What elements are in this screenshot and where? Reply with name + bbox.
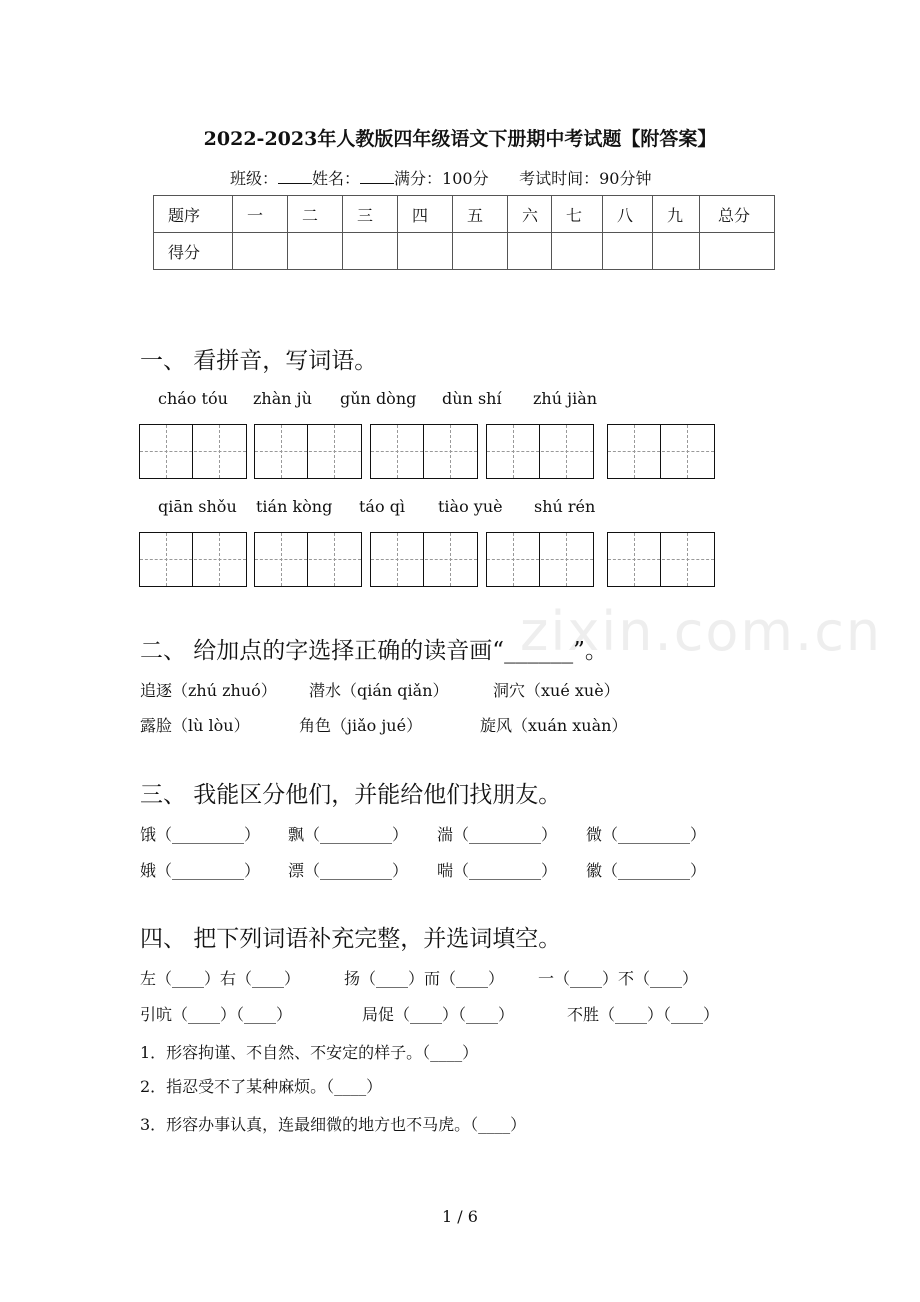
full-score: 满分：100分: [394, 169, 489, 188]
pinyin-label: tiào yuè: [438, 497, 503, 516]
writing-grid-box[interactable]: [486, 532, 594, 587]
table-header: 二: [288, 196, 343, 233]
score-cell[interactable]: [508, 233, 552, 270]
score-table: [153, 195, 775, 270]
score-table-score-row: [154, 233, 775, 270]
pinyin-label: zhàn jù: [253, 389, 312, 408]
idiom-item[interactable]: 左（____）右（____）: [140, 969, 301, 988]
table-header: 八: [603, 196, 653, 233]
word-pair-item[interactable]: 喘（_________）: [437, 861, 558, 880]
table-row-label: 得分: [154, 233, 233, 270]
page-number: 1 / 6: [442, 1207, 478, 1226]
section4-heading: 四、 把下列词语补充完整，并选词填空。: [140, 926, 562, 952]
pinyin-label: gǔn dòng: [340, 389, 417, 408]
idiom-item[interactable]: 局促（____）（____）: [362, 1005, 515, 1024]
table-header: 四: [398, 196, 453, 233]
pronunciation-item: 追逐（zhú zhuó）: [140, 681, 277, 700]
name-blank: [360, 169, 394, 184]
pronunciation-item: 潜水（qián qiǎn）: [309, 681, 449, 700]
table-header: 三: [343, 196, 398, 233]
pinyin-label: cháo tóu: [158, 389, 228, 408]
pinyin-label: shú rén: [534, 497, 596, 516]
pinyin-label: zhú jiàn: [533, 389, 598, 408]
pinyin-label: táo qì: [359, 497, 406, 516]
writing-grid-box[interactable]: [486, 424, 594, 479]
exam-time: 考试时间：90分钟: [519, 169, 652, 188]
score-cell[interactable]: [653, 233, 700, 270]
table-header: 一: [233, 196, 288, 233]
score-cell[interactable]: [233, 233, 288, 270]
score-table-header-row: [154, 196, 775, 233]
section3-heading: 三、 我能区分他们，并能给他们找朋友。: [140, 782, 562, 808]
pinyin-label: tián kòng: [256, 497, 333, 516]
watermark: zixin.com.cn: [520, 600, 883, 663]
word-pair-item[interactable]: 微（_________）: [586, 825, 707, 844]
writing-grid-box[interactable]: [139, 424, 247, 479]
writing-grid-box[interactable]: [254, 532, 362, 587]
page-title: 2022-2023年人教版四年级语文下册期中考试题【附答案】: [203, 128, 717, 150]
score-cell[interactable]: [343, 233, 398, 270]
pronunciation-item: 露脸（lù lòu）: [140, 716, 250, 735]
table-header: 题序: [154, 196, 233, 233]
section2-heading: 二、 给加点的字选择正确的读音画“______”。: [140, 638, 608, 664]
table-header: 总分: [700, 196, 775, 233]
score-cell[interactable]: [398, 233, 453, 270]
idiom-item[interactable]: 不胜（____）（____）: [567, 1005, 720, 1024]
word-pair-item[interactable]: 饿（_________）: [140, 825, 261, 844]
score-cell[interactable]: [288, 233, 343, 270]
writing-grid-box[interactable]: [607, 424, 715, 479]
question-1[interactable]: 1．形容拘谨、不自然、不安定的样子。（____）: [140, 1043, 479, 1062]
idiom-item[interactable]: 一（____）不（____）: [538, 969, 699, 988]
table-header: 六: [508, 196, 552, 233]
class-label: 班级：: [230, 169, 279, 188]
idiom-item[interactable]: 扬（____）而（____）: [344, 969, 505, 988]
section1-heading: 一、 看拼音，写词语。: [140, 348, 378, 374]
writing-grid-box[interactable]: [254, 424, 362, 479]
score-cell[interactable]: [552, 233, 603, 270]
score-cell[interactable]: [603, 233, 653, 270]
table-header: 五: [453, 196, 508, 233]
pinyin-label: dùn shí: [442, 389, 502, 408]
writing-grid-box[interactable]: [139, 532, 247, 587]
word-pair-item[interactable]: 漂（_________）: [288, 861, 409, 880]
question-2[interactable]: 2．指忍受不了某种麻烦。（____）: [140, 1077, 383, 1096]
word-pair-item[interactable]: 飘（_________）: [288, 825, 409, 844]
writing-grid-box[interactable]: [607, 532, 715, 587]
table-header: 九: [653, 196, 700, 233]
word-pair-item[interactable]: 娥（_________）: [140, 861, 261, 880]
student-info-line: [230, 166, 651, 189]
writing-grid-box[interactable]: [370, 532, 478, 587]
pinyin-label: qiān shǒu: [158, 497, 237, 516]
pronunciation-item: 旋风（xuán xuàn）: [480, 716, 628, 735]
question-3[interactable]: 3．形容办事认真，连最细微的地方也不马虎。（____）: [140, 1115, 527, 1134]
writing-grid-box[interactable]: [370, 424, 478, 479]
class-blank: [278, 169, 312, 184]
word-pair-item[interactable]: 徽（_________）: [586, 861, 707, 880]
score-cell[interactable]: [700, 233, 775, 270]
name-label: 姓名：: [312, 169, 361, 188]
pronunciation-item: 角色（jiǎo jué）: [299, 716, 423, 735]
word-pair-item[interactable]: 湍（_________）: [437, 825, 558, 844]
pronunciation-item: 洞穴（xué xuè）: [493, 681, 620, 700]
idiom-item[interactable]: 引吭（____）（____）: [140, 1005, 293, 1024]
table-header: 七: [552, 196, 603, 233]
score-cell[interactable]: [453, 233, 508, 270]
